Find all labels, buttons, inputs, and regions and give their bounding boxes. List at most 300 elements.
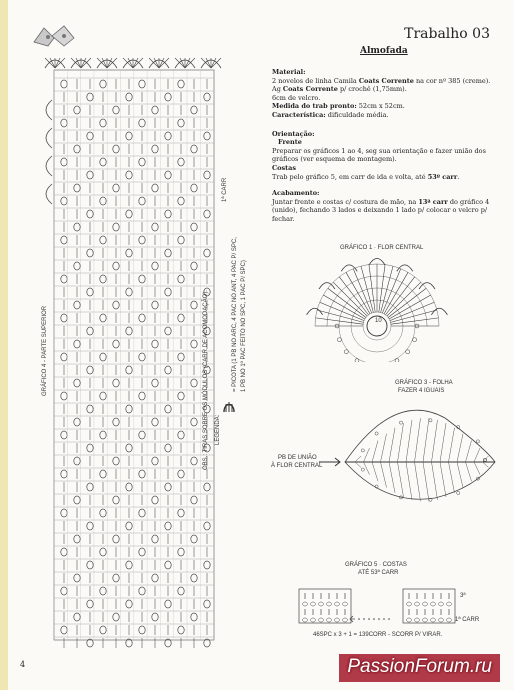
leaf-vein-up xyxy=(432,420,438,462)
fan-stitch xyxy=(123,58,133,68)
leaf-vein-up xyxy=(398,423,404,462)
orientacao-heading: Orientação: xyxy=(272,129,315,138)
fan-stitch xyxy=(201,58,211,68)
center-number: 10 xyxy=(375,318,382,324)
leaf-vein-down xyxy=(483,462,489,467)
fan-stitch xyxy=(185,58,195,68)
chain-loop xyxy=(74,340,80,348)
chain-loop xyxy=(178,587,184,595)
chain-loop xyxy=(152,418,158,426)
grafico-3-label-a: GRÁFICO 3 - FOLHA xyxy=(395,380,453,386)
costas-chain xyxy=(303,618,308,622)
chain-loop xyxy=(165,600,171,608)
chain-loop xyxy=(61,509,67,517)
fan-stitch xyxy=(159,58,164,68)
lower-picot xyxy=(355,359,359,362)
radial-stitch xyxy=(387,282,421,316)
chain-loop xyxy=(126,444,132,452)
leaf-edge-picot xyxy=(361,449,364,452)
chain-loop xyxy=(74,223,80,231)
formula-label: 46SPC x 3 + 1 = 139CORR - SCORR P/ VIRAR. xyxy=(313,632,443,638)
petal-edge xyxy=(419,283,435,290)
chain-loop xyxy=(87,288,93,296)
continuation-dot xyxy=(363,618,365,620)
chain-loop xyxy=(87,327,93,335)
fan-stitch xyxy=(55,58,65,68)
grafico-1-flower-chart xyxy=(305,250,450,362)
leaf-edge-picot xyxy=(429,419,432,422)
fan-stitch xyxy=(133,58,143,68)
chain-loop xyxy=(100,119,106,127)
chain-loop xyxy=(74,301,80,309)
chain-loop xyxy=(61,119,67,127)
fan-stitch xyxy=(81,58,91,68)
leaf-vein-down xyxy=(449,462,455,493)
fan-stitch xyxy=(102,58,107,68)
carr-1b-label: 1ª CARR xyxy=(455,617,480,623)
leaf-vein-down xyxy=(389,462,395,493)
petal-edge xyxy=(307,308,323,315)
chain-loop xyxy=(178,314,184,322)
costas-chain xyxy=(335,602,340,606)
chain-loop xyxy=(204,600,210,608)
chain-loop xyxy=(139,80,145,88)
leaf-vein-up xyxy=(372,441,378,462)
leaf-vein-down xyxy=(440,462,446,497)
label-bold: 53º carr xyxy=(427,172,458,181)
chain-loop xyxy=(165,249,171,257)
chain-loop xyxy=(100,587,106,595)
material-line-5 xyxy=(272,111,498,120)
chain-loop xyxy=(100,158,106,166)
chain-loop xyxy=(139,470,145,478)
text-run: 52cm x 52cm. xyxy=(356,102,405,111)
costas-chain xyxy=(423,602,428,606)
chain-loop xyxy=(152,535,158,543)
leaf-vein-down xyxy=(466,462,472,481)
radial-stitch xyxy=(381,266,393,312)
chain-loop xyxy=(87,600,93,608)
chain-loop xyxy=(152,262,158,270)
chain-loop xyxy=(87,210,93,218)
chain-loop xyxy=(87,483,93,491)
costas-chain xyxy=(439,602,444,606)
radial-stitch xyxy=(353,269,371,313)
leaf-vein-down xyxy=(355,462,361,467)
costas-chain xyxy=(415,618,420,622)
text-run: Juntar frente e costas c/ costura de mão, na xyxy=(272,197,419,206)
chain-loop xyxy=(165,561,171,569)
chain-loop xyxy=(87,171,93,179)
grafico-3-leaf-chart xyxy=(335,398,500,506)
leaf-edge-picot xyxy=(375,432,378,435)
chain-loop xyxy=(126,366,132,374)
pb-uniao-arrow xyxy=(318,455,344,469)
fan-stitch xyxy=(71,58,81,68)
costas-text xyxy=(272,173,498,182)
chain-loop xyxy=(139,353,145,361)
chain-loop xyxy=(178,353,184,361)
costas-chain xyxy=(303,602,308,606)
chain-loop xyxy=(113,262,119,270)
chain-loop xyxy=(126,132,132,140)
chain-loop xyxy=(165,210,171,218)
chain-loop xyxy=(191,184,197,192)
chain-loop xyxy=(139,275,145,283)
chain-loop xyxy=(100,275,106,283)
fan-stitch xyxy=(180,58,185,68)
chain-loop xyxy=(126,171,132,179)
chain-loop xyxy=(139,197,145,205)
chain-loop xyxy=(178,509,184,517)
page-number: 4 xyxy=(20,660,26,669)
costas-chain xyxy=(431,618,436,622)
chain-loop xyxy=(113,184,119,192)
fan-stitch xyxy=(211,58,221,68)
chain-loop xyxy=(113,457,119,465)
radial-stitch xyxy=(361,266,373,312)
material-line-4 xyxy=(272,102,498,111)
corner-flower-decoration xyxy=(30,22,80,50)
chain-loop xyxy=(100,392,106,400)
legenda-line-2: 1 PB NO 1º PAC FEITO NO SPC, 1 PAC P/ SPC) xyxy=(241,260,247,392)
chain-loop xyxy=(113,418,119,426)
costas-chain xyxy=(423,618,428,622)
chain-loop xyxy=(191,301,197,309)
chain-loop xyxy=(152,301,158,309)
chain-loop xyxy=(74,457,80,465)
radial-stitch xyxy=(386,277,415,315)
text-run: Ag xyxy=(272,85,283,94)
grid-block xyxy=(403,589,455,623)
chain-loop xyxy=(178,80,184,88)
radial-stitch xyxy=(390,302,434,320)
chain-loop xyxy=(74,418,80,426)
continuation-dot xyxy=(383,618,385,620)
costas-chain xyxy=(407,602,412,606)
chain-loop xyxy=(113,613,119,621)
chain-loop xyxy=(113,106,119,114)
text-run: p/ crochê (1,75mm). xyxy=(337,85,407,94)
fan-stitch xyxy=(154,58,159,68)
radial-stitch xyxy=(320,302,364,320)
pb-uniao-label-a: PB DE UNIÃO xyxy=(278,455,317,461)
chain-loop xyxy=(191,223,197,231)
watermark-badge: PassionForum.ru xyxy=(339,654,500,682)
chain-loop xyxy=(100,80,106,88)
chain-loop xyxy=(126,405,132,413)
chart-border xyxy=(54,70,214,640)
radial-stitch xyxy=(389,295,431,319)
chain-loop xyxy=(87,132,93,140)
chain-loop xyxy=(152,106,158,114)
leaf-vein-up xyxy=(415,418,421,462)
chain-loop xyxy=(61,626,67,634)
fan-stitch xyxy=(97,58,107,68)
chain-loop xyxy=(191,574,197,582)
lower-arc xyxy=(339,326,415,362)
fan-stitch xyxy=(159,58,169,68)
chain-loop xyxy=(152,379,158,387)
chain-loop xyxy=(126,600,132,608)
fan-stitch xyxy=(45,58,55,68)
legenda-line-1: = PICOTA (1 PB NO ARC, 4 PAC NO ANT, 4 PAC P/ SPC, xyxy=(232,237,238,392)
chain-loop xyxy=(126,93,132,101)
chain-loop xyxy=(165,522,171,530)
radial-stitch xyxy=(328,288,366,317)
chain-loop xyxy=(191,535,197,543)
fan-stitch xyxy=(185,58,190,68)
chain-loop xyxy=(87,93,93,101)
chain-loop xyxy=(126,522,132,530)
radial-stitch xyxy=(333,282,367,316)
chain-loop xyxy=(61,80,67,88)
chain-loop xyxy=(165,288,171,296)
lower-picot xyxy=(413,338,417,342)
material-line-2 xyxy=(272,85,498,94)
chain-loop xyxy=(139,392,145,400)
chain-loop xyxy=(178,626,184,634)
chain-loop xyxy=(178,158,184,166)
radial-stitch xyxy=(346,272,370,314)
frente-text: Preparar os gráficos 1 ao 4, seg sua orientação e fazer união dos gráficos (ver esquema de montagem). xyxy=(272,146,486,164)
chain-loop xyxy=(191,379,197,387)
leaf-vein-down xyxy=(474,462,480,475)
lower-picot xyxy=(337,338,341,342)
costas-chain xyxy=(343,618,348,622)
leaf-vein-down xyxy=(381,462,387,488)
costas-chain xyxy=(447,602,452,606)
grid-block xyxy=(299,589,351,623)
costas-chain xyxy=(319,602,324,606)
chain-loop xyxy=(61,353,67,361)
chain-loop xyxy=(100,431,106,439)
leaf-vein-down xyxy=(457,462,463,488)
continuation-dot xyxy=(378,618,380,620)
brand-name: Coats Corrente xyxy=(358,76,414,85)
grafico-5-chart xyxy=(295,585,465,627)
chain-loop xyxy=(139,236,145,244)
chain-loop xyxy=(87,249,93,257)
chain-loop xyxy=(113,223,119,231)
radial-stitch xyxy=(391,310,437,322)
chain-loop xyxy=(100,626,106,634)
fan-stitch xyxy=(175,58,185,68)
chain-loop xyxy=(152,184,158,192)
chain-loop xyxy=(178,431,184,439)
lower-picot xyxy=(344,350,348,354)
chain-loop xyxy=(74,535,80,543)
petal-edge xyxy=(319,283,335,290)
chain-loop xyxy=(191,106,197,114)
leaf-vein-down xyxy=(415,462,421,501)
fan-stitch xyxy=(107,58,112,68)
chain-loop xyxy=(100,353,106,361)
instructions-block xyxy=(272,68,498,224)
leaf-edge-picot xyxy=(483,458,486,461)
chain-loop xyxy=(178,236,184,244)
chain-loop xyxy=(113,301,119,309)
side-fan xyxy=(46,156,52,176)
chain-loop xyxy=(139,158,145,166)
text-run: na cor nº 385 (creme). xyxy=(413,76,491,85)
chain-loop xyxy=(152,145,158,153)
leaf-vein-up xyxy=(406,420,412,462)
chain-loop xyxy=(61,470,67,478)
chain-loop xyxy=(152,574,158,582)
chain-loop xyxy=(74,106,80,114)
chain-loop xyxy=(204,93,210,101)
chain-loop xyxy=(74,496,80,504)
page-title: Trabalho 03 xyxy=(404,26,490,42)
chain-loop xyxy=(178,119,184,127)
carr-3-label: 3ª xyxy=(460,593,466,599)
chain-loop xyxy=(178,392,184,400)
chain-loop xyxy=(152,613,158,621)
obs-label: OBS.: TIRAS SOBRE OS MÓDULOS (CARR DE ACOMODAÇÃO). xyxy=(203,290,209,470)
frente-heading: Frente xyxy=(278,138,302,147)
chain-loop xyxy=(165,366,171,374)
costas-chain xyxy=(319,618,324,622)
costas-chain xyxy=(327,602,332,606)
chain-loop xyxy=(191,613,197,621)
chain-loop xyxy=(126,210,132,218)
chain-loop xyxy=(139,119,145,127)
chain-loop xyxy=(178,548,184,556)
grafico-1-label: GRÁFICO 1 · FLOR CENTRAL xyxy=(340,245,424,251)
lower-arc xyxy=(351,326,403,352)
text-run: dificuldade média. xyxy=(325,110,389,119)
chain-loop xyxy=(191,457,197,465)
side-fan xyxy=(46,128,52,148)
chain-loop xyxy=(204,249,210,257)
lower-picot xyxy=(406,350,410,354)
grafico-3-label-b: FAZER 4 IGUAIS xyxy=(398,388,445,394)
chain-loop xyxy=(100,548,106,556)
label-bold: Característica: xyxy=(272,110,326,119)
label-bold: 13ª carr xyxy=(418,197,448,206)
leaf-vein-up xyxy=(381,434,387,462)
chain-loop xyxy=(74,574,80,582)
chain-loop xyxy=(152,496,158,504)
fan-stitch xyxy=(206,58,211,68)
fan-stitch xyxy=(55,58,60,68)
leaf-vein-up xyxy=(423,418,429,462)
leaf-vein-up xyxy=(457,434,463,462)
text-run: Trab pelo gráfico 5, em carr de ida e volta, até xyxy=(272,172,428,181)
costas-chain xyxy=(415,602,420,606)
chain-loop xyxy=(74,379,80,387)
chain-loop xyxy=(61,197,67,205)
chain-loop xyxy=(204,561,210,569)
fan-stitch xyxy=(81,58,86,68)
costas-heading: Costas xyxy=(272,163,297,172)
grafico-5-label-a: GRÁFICO 5 · COSTAS xyxy=(345,562,407,568)
fan-stitch xyxy=(149,58,159,68)
leaf-vein-down xyxy=(372,462,378,481)
leaf-edge-picot xyxy=(476,440,479,443)
chain-loop xyxy=(152,340,158,348)
chain-loop xyxy=(165,327,171,335)
chain-loop xyxy=(139,587,145,595)
radial-stitch xyxy=(384,272,408,314)
lower-picot xyxy=(395,359,399,362)
continuation-dot xyxy=(388,618,390,620)
grafico-5-label-b: ATÉ 53ª CARR xyxy=(358,570,399,576)
chain-loop xyxy=(113,535,119,543)
chain-loop xyxy=(87,366,93,374)
chain-loop xyxy=(191,145,197,153)
fan-stitch xyxy=(107,58,117,68)
chain-loop xyxy=(113,340,119,348)
chain-loop xyxy=(100,470,106,478)
costas-chain xyxy=(447,618,452,622)
continuation-dot xyxy=(358,618,360,620)
side-fan xyxy=(46,184,52,204)
leaf-vein-up xyxy=(466,441,472,462)
chain-loop xyxy=(204,171,210,179)
costas-chain xyxy=(311,618,316,622)
chain-loop xyxy=(100,197,106,205)
fan-stitch xyxy=(211,58,216,68)
continuation-dot xyxy=(373,618,375,620)
material-heading: Material: xyxy=(272,68,306,76)
radial-stitch xyxy=(382,269,400,313)
chain-loop xyxy=(100,314,106,322)
leaf-vein-up xyxy=(483,456,489,462)
chain-loop xyxy=(61,392,67,400)
chain-loop xyxy=(126,327,132,335)
chain-loop xyxy=(113,574,119,582)
leaf-vein-down xyxy=(432,462,438,500)
costas-chain xyxy=(311,602,316,606)
chain-loop xyxy=(178,470,184,478)
material-line-3: 6cm de velcro. xyxy=(272,93,321,102)
chain-loop xyxy=(139,548,145,556)
chain-loop xyxy=(178,197,184,205)
chain-loop xyxy=(87,561,93,569)
text-run: 2 novelos de linha Camila xyxy=(272,76,359,85)
chain-loop xyxy=(87,405,93,413)
costas-chain xyxy=(407,618,412,622)
continuation-dot xyxy=(368,618,370,620)
leaf-vein-up xyxy=(389,428,395,462)
radial-stitch xyxy=(388,288,426,317)
acabamento-heading: Acabamento: xyxy=(272,189,320,198)
leaf-vein-up xyxy=(474,448,480,462)
chain-loop xyxy=(87,522,93,530)
section-subtitle: Almofada xyxy=(360,46,408,56)
chain-loop xyxy=(74,262,80,270)
chain-loop xyxy=(126,288,132,296)
carr-1-label: 1ª CARR xyxy=(222,177,228,202)
chain-loop xyxy=(165,132,171,140)
fan-stitch xyxy=(76,58,81,68)
chain-loop xyxy=(61,587,67,595)
leaf-vein-down xyxy=(364,462,370,475)
chain-loop xyxy=(152,223,158,231)
leaf-vein-down xyxy=(406,462,412,500)
side-fan xyxy=(46,100,52,120)
costas-chain xyxy=(343,602,348,606)
chain-loop xyxy=(165,93,171,101)
leaf-edge-picot xyxy=(457,491,460,494)
chain-loop xyxy=(139,626,145,634)
petal-edge xyxy=(431,308,447,315)
grafico-4-label: GRÁFICO 4 - PARTE SUPERIOR xyxy=(42,305,48,396)
chain-loop xyxy=(74,613,80,621)
chain-loop xyxy=(178,275,184,283)
